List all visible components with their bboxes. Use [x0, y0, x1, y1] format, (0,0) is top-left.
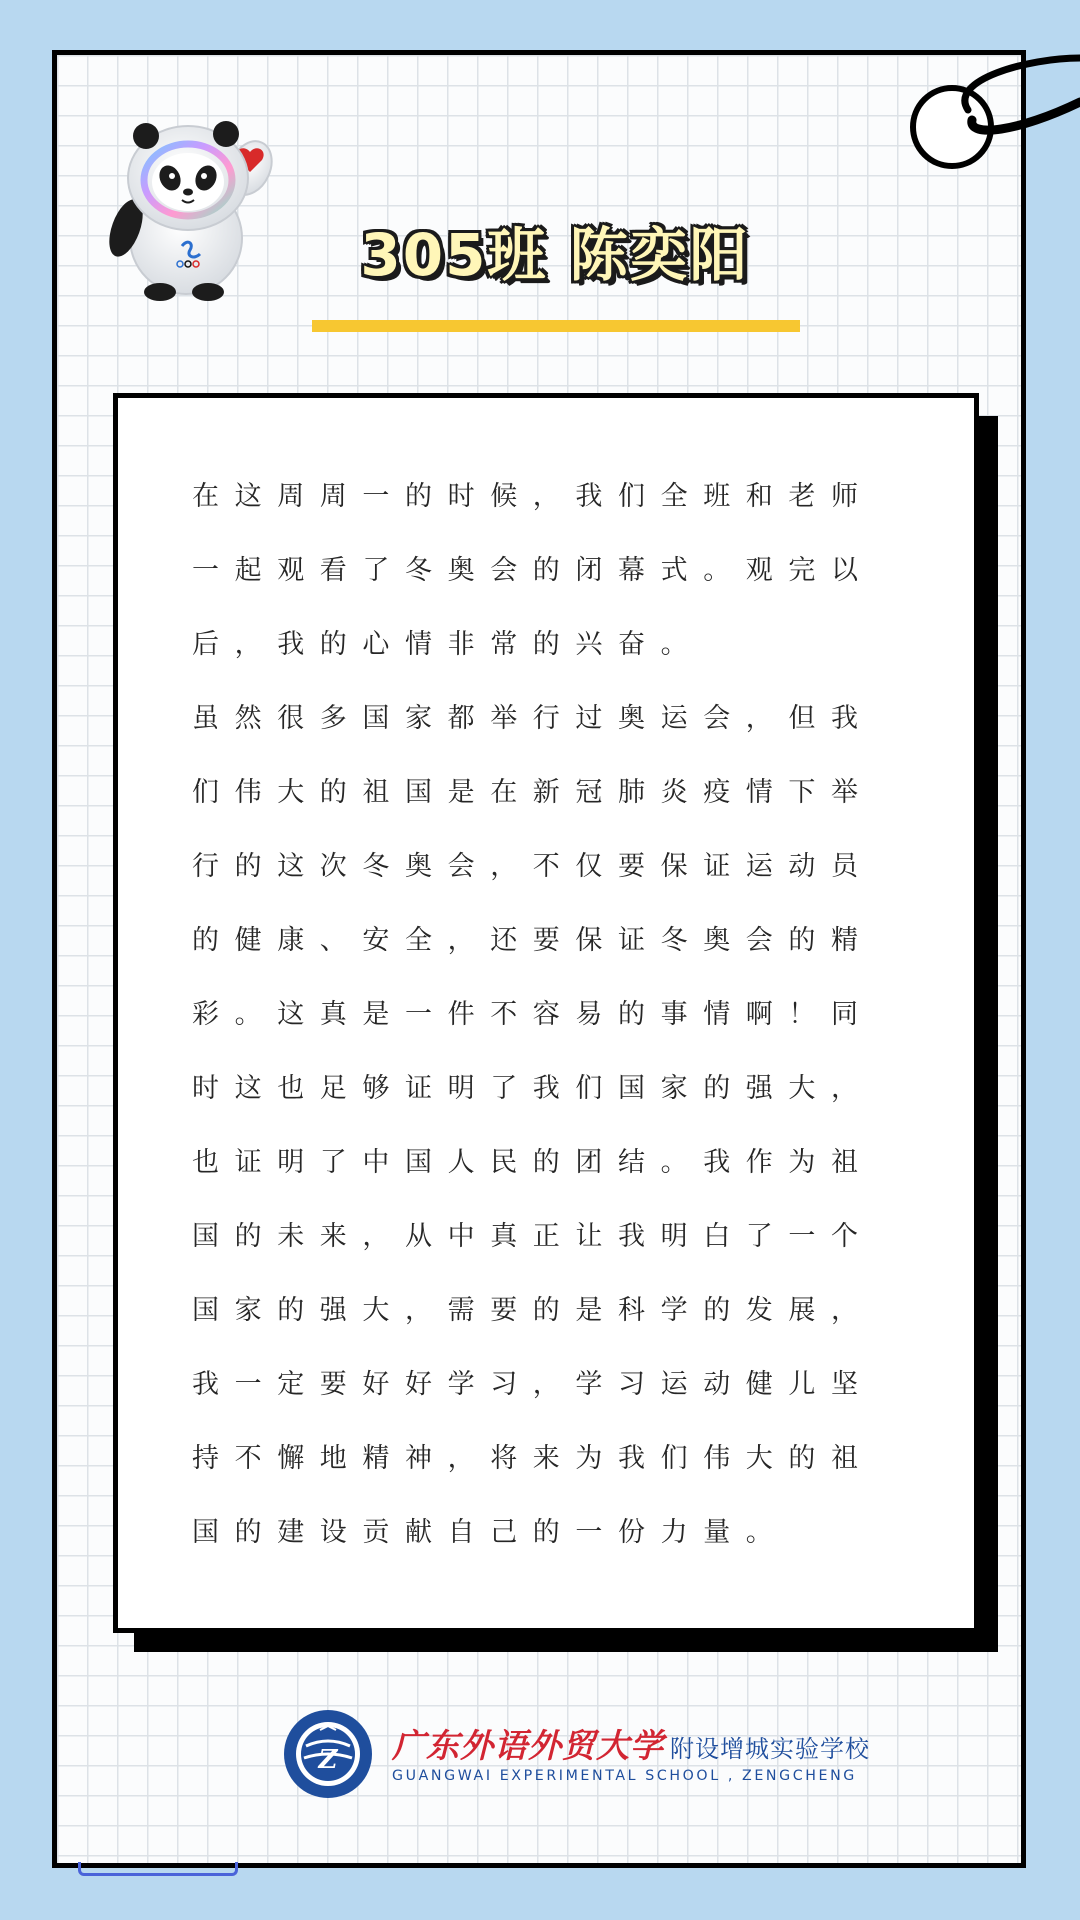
blue-tab-decoration: [78, 1862, 238, 1876]
panda-mascot-icon: [104, 116, 284, 302]
essay-card: [113, 393, 979, 1633]
school-emblem-icon: [282, 1708, 374, 1800]
school-name-en: GUANGWAI EXPERIMENTAL SCHOOL , ZENGCHENG: [392, 1768, 857, 1784]
essay-paragraph-2: 虽然很多国家都举行过奥运会，但我们伟大的祖国是在新冠肺炎疫情下举行的这次冬奥会，不仅要保证运动员的健康、安全，还要保证冬奥会的精彩。这真是一件不容易的事情啊！同时这也足够证明了我们国家的强大，也证明了中国人民的团结。我作为祖国的未来，从中真正让我明白了一个国家的强大，需要的是科学的发展，我一定要好好学习，学习运动健儿坚持不懈地精神，将来为我们伟大的祖国的建设贡献自己的一份力量。: [192, 703, 874, 1548]
school-name-affiliate: 附设增城实验学校: [670, 1735, 870, 1763]
essay-text: [192, 460, 910, 1570]
title-underline: [312, 320, 800, 332]
essay-paragraph-1: 在这周周一的时候，我们全班和老师一起观看了冬奥会的闭幕式。观完以后，我的心情非常的兴奋。: [192, 481, 874, 660]
svg-text:Z: Z: [318, 1745, 338, 1775]
page-title: 305班 陈奕阳: [360, 221, 750, 289]
paper-clip-icon: [908, 40, 1080, 180]
school-name-calligraphy: 广东外语外贸大学: [392, 1726, 664, 1765]
school-name-cn: [392, 1726, 870, 1766]
school-footer: [282, 1706, 870, 1802]
